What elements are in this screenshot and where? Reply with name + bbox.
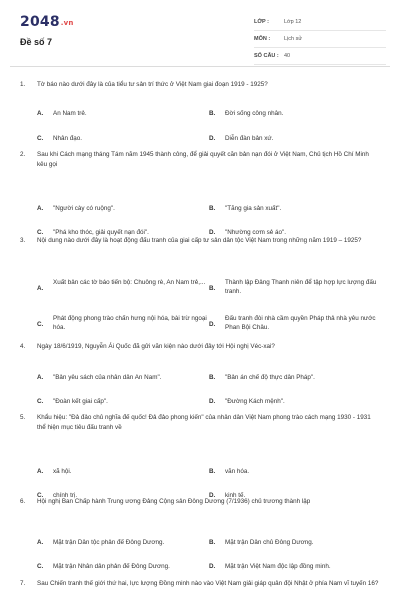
option-b[interactable] <box>209 204 379 213</box>
option-text: "Đường Kách mệnh". <box>225 398 285 405</box>
question-text: Tờ báo nào dưới đây là của tiểu tư sản trí thức ở Việt Nam giai đoạn 1919 - 1925? <box>37 81 268 88</box>
header <box>0 0 400 60</box>
option-a[interactable] <box>37 278 207 292</box>
meta-value-subject: Lịch sử <box>284 36 303 42</box>
option-text: "Phá kho thóc, giải quyết nạn đói". <box>53 229 149 236</box>
option-letter: D. <box>209 135 216 142</box>
question-5 <box>20 413 380 499</box>
option-text: Mặt trận Nhân dân phản đế Đông Dương. <box>53 563 170 570</box>
question-2 <box>20 150 380 236</box>
question-text: Hội nghị Ban Chấp hành Trung ương Đảng Cộng sản Đông Dương (7/1936) chủ trương thành lập <box>37 498 311 505</box>
option-c[interactable] <box>37 562 207 571</box>
option-text: văn hóa. <box>225 468 250 475</box>
meta-key-class: LỚP : <box>254 19 269 25</box>
option-letter: C. <box>37 398 44 405</box>
option-a[interactable] <box>37 538 207 547</box>
question-text: Nội dung nào dưới đây là hoạt động đấu tranh của giai cấp tư sản dân tộc Việt Nam trong những năm 1919 – 1925? <box>37 237 362 244</box>
question-3 <box>20 236 380 331</box>
option-c[interactable] <box>37 134 207 143</box>
option-b[interactable] <box>209 373 379 382</box>
question-4 <box>20 342 380 405</box>
option-letter: C. <box>37 492 44 499</box>
meta-row-subject <box>254 31 386 48</box>
option-letter: B. <box>209 468 216 475</box>
option-letter: C. <box>37 135 44 142</box>
option-d[interactable] <box>209 134 379 143</box>
option-letter: A. <box>37 285 44 292</box>
question-text: Khẩu hiệu: "Đả đảo chủ nghĩa đế quốc! Đả đảo phong kiến" của nhân dân Việt Nam phong trào cách mạng 1930 - 1931 thể hiện mục tiêu đấu tranh về <box>37 414 371 431</box>
meta-key-subject: MÔN : <box>254 36 271 42</box>
option-d[interactable] <box>209 314 379 332</box>
meta-value-class: Lớp 12 <box>284 19 302 25</box>
option-letter: D. <box>209 398 216 405</box>
option-text: Đấu tranh đòi nhà cầm quyền Pháp thả nhà yêu nước Phan Bội Châu. <box>225 315 376 331</box>
option-c[interactable] <box>37 314 207 332</box>
option-letter: C. <box>37 229 44 236</box>
meta-row-question-count <box>254 48 386 65</box>
option-text: chính trị. <box>53 492 78 499</box>
option-text: "Tăng gia sản xuất". <box>225 205 282 212</box>
option-text: "Đoàn kết giai cấp". <box>53 398 108 405</box>
meta-value-question-count: 40 <box>284 53 291 59</box>
option-letter: A. <box>37 110 44 117</box>
option-a[interactable] <box>37 204 207 213</box>
header-divider <box>10 66 390 67</box>
option-text: Diễn đàn bản xứ. <box>225 135 274 142</box>
option-letter: C. <box>37 321 44 328</box>
option-d[interactable] <box>209 562 379 571</box>
option-text: Thành lập Đảng Thanh niên để tập hợp lực lượng đấu tranh. <box>225 279 377 295</box>
logo-suffix: .vn <box>60 19 74 27</box>
question-number: 5. <box>20 414 26 421</box>
option-b[interactable] <box>209 278 379 296</box>
site-logo[interactable] <box>20 14 74 30</box>
option-text: "Nhường cơm sẻ áo". <box>225 229 287 236</box>
option-letter: B. <box>209 110 216 117</box>
option-text: xã hội. <box>53 468 72 475</box>
question-number: 3. <box>20 237 26 244</box>
option-letter: A. <box>37 468 44 475</box>
option-letter: A. <box>37 374 44 381</box>
option-text: Nhân đạo. <box>53 135 83 142</box>
option-letter: B. <box>209 539 216 546</box>
question-6 <box>20 497 380 570</box>
option-text: "Bản án chế độ thực dân Pháp". <box>225 374 315 381</box>
question-text: Sau khi Cách mạng tháng Tám năm 1945 thành công, để giải quyết căn bản nạn đói ở Việt Nam, Chủ tịch Hồ Chí Minh kêu gọi <box>37 151 369 168</box>
meta-row-class <box>254 14 386 31</box>
option-c[interactable] <box>37 397 207 406</box>
option-b[interactable] <box>209 538 379 547</box>
option-text: "Bản yêu sách của nhân dân An Nam". <box>53 374 162 381</box>
option-b[interactable] <box>209 467 379 476</box>
meta-key-question-count: SỐ CÂU : <box>254 53 279 59</box>
exam-title: Đề số 7 <box>20 37 53 47</box>
option-text: "Người cày có ruộng". <box>53 205 115 212</box>
question-number: 4. <box>20 343 26 350</box>
exam-meta <box>254 14 386 65</box>
option-letter: D. <box>209 321 216 328</box>
option-d[interactable] <box>209 397 379 406</box>
option-letter: D. <box>209 563 216 570</box>
question-number: 2. <box>20 151 26 158</box>
option-a[interactable] <box>37 373 207 382</box>
option-text: An Nam trẻ. <box>53 110 87 117</box>
option-text: Mặt trận Việt Nam độc lập đồng minh. <box>225 563 331 570</box>
question-text: Sau Chiến tranh thế giới thứ hai, lực lượng Đồng minh nào vào Việt Nam giải giáp quân đội Nhật ở phía Nam vĩ tuyến 16? <box>37 580 379 587</box>
option-letter: C. <box>37 563 44 570</box>
option-text: kinh tế. <box>225 492 246 499</box>
logo-main: 2048 <box>20 14 60 30</box>
question-number: 6. <box>20 498 26 505</box>
option-text: Đời sống công nhân. <box>225 110 284 117</box>
option-text: Mặt trận Dân chủ Đông Dương. <box>225 539 314 546</box>
option-a[interactable] <box>37 467 207 476</box>
option-letter: D. <box>209 229 216 236</box>
option-text: Mặt trận Dân tộc phản đế Đông Dương. <box>53 539 165 546</box>
option-b[interactable] <box>209 109 379 118</box>
option-letter: B. <box>209 285 216 292</box>
question-text: Ngày 18/6/1919, Nguyễn Ái Quốc đã gửi văn kiện nào dưới đây tới Hội nghị Véc-xai? <box>37 343 275 350</box>
question-number: 1. <box>20 81 26 88</box>
option-letter: B. <box>209 374 216 381</box>
question-1 <box>20 80 380 142</box>
option-text: Xuất bản các tờ báo tiến bộ: Chuông rè, An Nam trẻ,... <box>53 279 206 286</box>
option-a[interactable] <box>37 109 207 118</box>
option-text: Phát động phong trào chấn hưng nội hóa, bài trừ ngoại hóa. <box>53 315 207 331</box>
option-letter: D. <box>209 492 216 499</box>
option-letter: A. <box>37 539 44 546</box>
option-letter: A. <box>37 205 44 212</box>
question-7 <box>20 579 380 589</box>
option-letter: B. <box>209 205 216 212</box>
question-number: 7. <box>20 580 26 587</box>
